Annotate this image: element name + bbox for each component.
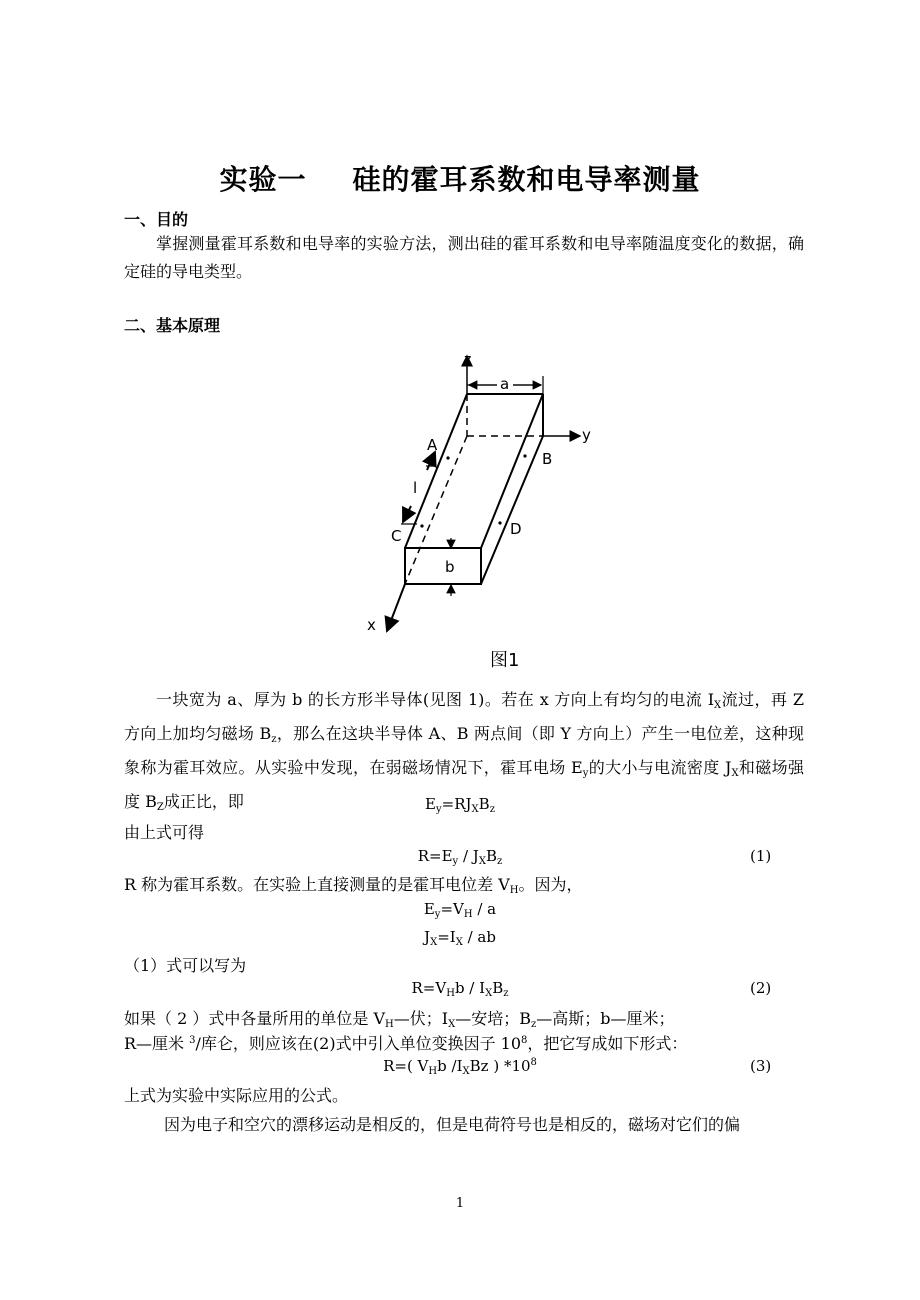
- equation-2: $R=V_Hb / I_XB_z$: [411, 979, 509, 999]
- derive-line: 由上式可得: [124, 823, 205, 842]
- drift-paragraph-start: 因为电子和空穴的漂移运动是相反的，但是电荷符号也是相反的，磁场对它们的偏: [164, 1115, 741, 1134]
- a-label: a: [500, 375, 510, 393]
- section-heading-purpose: 一、目的: [124, 210, 189, 229]
- equation-3: R=( $V_Hb$ $/I_XBz$ ) $*10^8$: [383, 1057, 537, 1077]
- rewrite-line: （1）式可以写为: [124, 956, 247, 975]
- point-A-label: A: [427, 436, 438, 454]
- conversion-factor-line: R—厘米 $^3$/库仑，则应该在(2)式中引入单位变换因子 $10^8$，把它写成如下形式：: [124, 1034, 688, 1053]
- hall-sample-figure: [360, 348, 610, 638]
- practical-formula-line: 上式为实验中实际应用的公式。: [124, 1086, 349, 1105]
- b-label: b: [445, 558, 455, 576]
- equation-2-number: (2): [750, 979, 772, 997]
- x-axis: [387, 584, 405, 631]
- purpose-paragraph: 掌握测量霍耳系数和电导率的实验方法，测出硅的霍耳系数和电导率随温度变化的数据，确定硅的导电类型。: [124, 234, 804, 281]
- principle-paragraph: 一块宽为 a、厚为 b 的长方形半导体(见图 1)。若在 x 方向上有均匀的电流 $I_X$流过，再 Z 方向上加均匀磁场 $B_z$，那么在这块半导体 A、B 两点间（即 Y 方向上）产生一电位差，这种现象称为霍耳效应。从实验中发现，在弱磁场情况下，霍耳电场 $E_y$的大小与电流密度 $J_X$和磁场强度 $B_Z$成正比，即: [124, 690, 804, 813]
- units-line: 如果（ 2 ）式中各量所用的单位是 $V_H—$伏；$I_X—$安培；$B_z—$高斯；b—厘米；: [124, 1009, 675, 1030]
- l-label: l: [413, 479, 418, 497]
- section-heading-principle: 二、基本原理: [124, 316, 221, 335]
- equation-3-number: (3): [750, 1057, 772, 1075]
- point-B-label: B: [542, 450, 553, 468]
- equation-jx-ix: $J_X=I_X$ / ab: [424, 928, 496, 948]
- page-number: 1: [455, 1196, 465, 1211]
- z-label: z: [464, 352, 472, 368]
- hall-coefficient-line: R 称为霍耳系数。在实验上直接测量的是霍耳电位差 $V_H$。因为，: [124, 875, 583, 896]
- equation-1-number: (1): [750, 847, 772, 865]
- x-label: x: [367, 616, 376, 634]
- point-C-label: C: [391, 527, 402, 545]
- equation-ey-rjb: $E_y=RJ_XB_z$: [425, 795, 495, 815]
- equation-1: $R=E_y / J_XB_z$: [417, 847, 503, 867]
- page-title: 实验一 硅的霍耳系数和电导率测量: [219, 163, 701, 196]
- point-D-label: D: [510, 520, 522, 538]
- figure-caption: 图1: [490, 650, 520, 671]
- equation-ey-vh: $E_y=V_H / a$: [423, 900, 497, 920]
- y-label: y: [582, 426, 591, 444]
